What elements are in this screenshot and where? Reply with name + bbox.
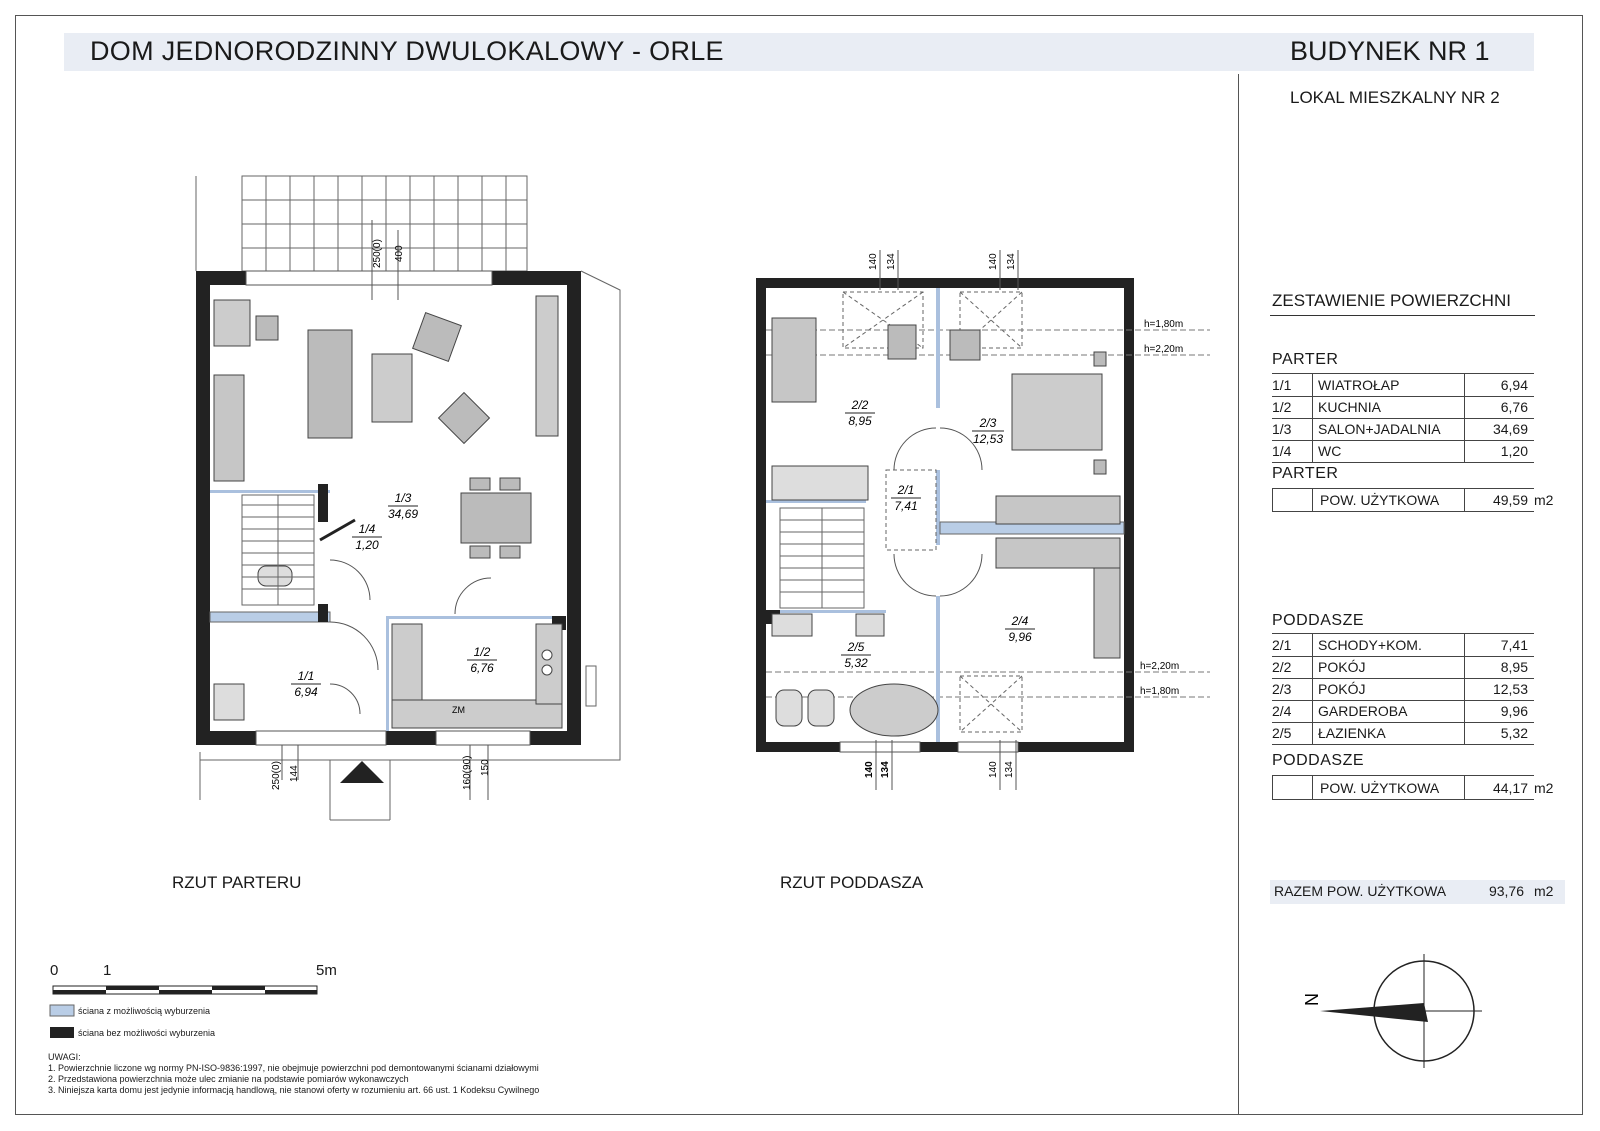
height-label: h=2,20m xyxy=(1140,661,1180,672)
parter-total-row: POW. UŻYTKOWA 49,59 m2 xyxy=(1320,492,1554,508)
parter-total-heading: PARTER xyxy=(1272,465,1339,482)
room-number: 1/1 xyxy=(297,669,315,683)
table-row: 2/2 POKÓJ 8,95 xyxy=(1272,659,1528,675)
compass-rose xyxy=(1320,954,1482,1068)
scale-label-5m: 5m xyxy=(316,962,337,979)
dimension-label: 140 xyxy=(868,253,879,270)
dimension-label: 144 xyxy=(289,765,300,782)
table-row: 1/3 SALON+JADALNIA 34,69 xyxy=(1272,421,1528,437)
height-label: h=1,80m xyxy=(1144,319,1184,330)
site-outline xyxy=(581,271,620,760)
document-title: DOM JEDNORODZINNY DWULOKALOWY - ORLE xyxy=(90,36,724,66)
terrace xyxy=(196,176,527,271)
dimension-label: 150 xyxy=(480,759,491,776)
table-row: 2/3 POKÓJ 12,53 xyxy=(1272,681,1528,697)
table-row: 2/4 GARDEROBA 9,96 xyxy=(1272,703,1528,719)
dimension-label: 134 xyxy=(1006,253,1017,270)
partition-wall xyxy=(386,616,389,731)
window xyxy=(840,742,920,752)
attic-floor-label: RZUT PODDASZA xyxy=(780,873,924,892)
grand-total-unit: m2 xyxy=(1534,883,1554,899)
site-outline xyxy=(200,752,590,820)
height-label: h=2,20m xyxy=(1144,344,1184,355)
dimension-label: 160(90) xyxy=(462,755,473,790)
ground-floor-plan xyxy=(196,176,620,820)
dimension-label: 140 xyxy=(988,253,999,270)
table-row: 1/1 WIATROŁAP 6,94 xyxy=(1272,377,1528,393)
dimension-label: 134 xyxy=(880,761,891,778)
appliance-label: ZM xyxy=(452,705,465,715)
window xyxy=(958,742,1018,752)
window xyxy=(436,731,530,745)
poddasze-heading: PODDASZE xyxy=(1272,612,1365,629)
room-area: 6,76 xyxy=(470,661,494,675)
height-label: h=1,80m xyxy=(1140,686,1180,697)
room-number: 2/4 xyxy=(1011,614,1029,628)
height-labels xyxy=(1140,319,1183,697)
terrace-door xyxy=(246,271,492,285)
parter-heading: PARTER xyxy=(1272,351,1339,368)
partition-wall xyxy=(210,612,330,622)
partition-wall xyxy=(210,490,330,493)
load-bearing-wall xyxy=(318,604,328,622)
scale-label-1: 1 xyxy=(103,962,112,979)
legend-demolishable: ściana z możliwością wyburzenia xyxy=(78,1006,211,1016)
room-area: 34,69 xyxy=(387,507,419,521)
partition-wall xyxy=(388,616,566,619)
room-number: 2/3 xyxy=(979,416,997,430)
table-row: 2/1 SCHODY+KOM. 7,41 xyxy=(1272,637,1528,653)
partition-wall xyxy=(936,470,940,545)
scale-label-0: 0 xyxy=(50,962,59,979)
attic-floor-plan xyxy=(756,250,1210,790)
table-row: 1/2 KUCHNIA 6,76 xyxy=(1272,399,1528,415)
room-number: 1/3 xyxy=(394,491,412,505)
room-area: 1,20 xyxy=(355,538,379,552)
entrance-door xyxy=(256,731,386,745)
room-area: 6,94 xyxy=(294,685,318,699)
partition-wall xyxy=(936,596,940,742)
load-bearing-wall xyxy=(318,484,328,522)
building-number: BUDYNEK NR 1 xyxy=(1290,36,1490,66)
unit-label: LOKAL MIESZKALNY NR 2 xyxy=(1290,88,1500,107)
dimension-label: 140 xyxy=(988,761,999,778)
legend-swatch-load-bearing xyxy=(50,1027,74,1038)
site-element xyxy=(586,666,596,706)
poddasze-total-heading: PODDASZE xyxy=(1272,752,1365,769)
partition-wall xyxy=(936,288,940,408)
grand-total-value: 93,76 xyxy=(1488,883,1524,899)
grand-total-label: RAZEM POW. UŻYTKOWA xyxy=(1274,883,1447,899)
dimension-label: 134 xyxy=(1004,761,1015,778)
north-label: N xyxy=(1302,993,1322,1006)
room-number: 1/4 xyxy=(358,522,376,536)
legend-swatch-demolishable xyxy=(50,1005,74,1016)
dimension-label: 250(0) xyxy=(271,761,282,790)
dimension-label: 140 xyxy=(864,761,875,778)
dimension-label: 250(0) xyxy=(372,239,383,268)
summary-title: ZESTAWIENIE POWIERZCHNI xyxy=(1272,291,1511,310)
dimension-label: 134 xyxy=(886,253,897,270)
entrance-arrow xyxy=(340,761,384,783)
partition-wall xyxy=(766,610,886,613)
note-item: 1. Powierzchnie liczone wg normy PN-ISO-9836:1997, nie obejmuje powierzchni pod demontowanymi ścianami działowymi xyxy=(48,1063,539,1073)
room-number: 1/2 xyxy=(473,645,491,659)
room-area: 9,96 xyxy=(1008,630,1032,644)
room-area: 5,32 xyxy=(844,656,868,670)
room-area: 12,53 xyxy=(972,432,1004,446)
notes-heading: UWAGI: xyxy=(48,1052,81,1062)
poddasze-total-row: POW. UŻYTKOWA 44,17 m2 xyxy=(1320,780,1554,796)
room-number: 2/5 xyxy=(847,640,865,654)
dimension-label: 400 xyxy=(394,245,405,262)
ground-floor-label: RZUT PARTERU xyxy=(172,873,302,892)
scale-bar xyxy=(53,986,317,994)
table-row: 1/4 WC 1,20 xyxy=(1272,443,1528,459)
room-number: 2/1 xyxy=(897,483,915,497)
room-number: 2/2 xyxy=(851,398,869,412)
room-area: 8,95 xyxy=(848,414,872,428)
note-item: 3. Niniejsza karta domu jest jedynie informacją handlową, nie stanowi oferty w rozumieniu art. 66 ust. 1 Kodeksu Cywilnego xyxy=(48,1085,540,1095)
note-item: 2. Przedstawiona powierzchnia może ulec zmianie na podstawie pomiarów wykonawczych xyxy=(48,1074,409,1084)
table-row: 2/5 ŁAZIENKA 5,32 xyxy=(1272,725,1528,741)
room-area: 7,41 xyxy=(894,499,918,513)
legend-load-bearing: ściana bez możliwości wyburzenia xyxy=(78,1028,216,1038)
